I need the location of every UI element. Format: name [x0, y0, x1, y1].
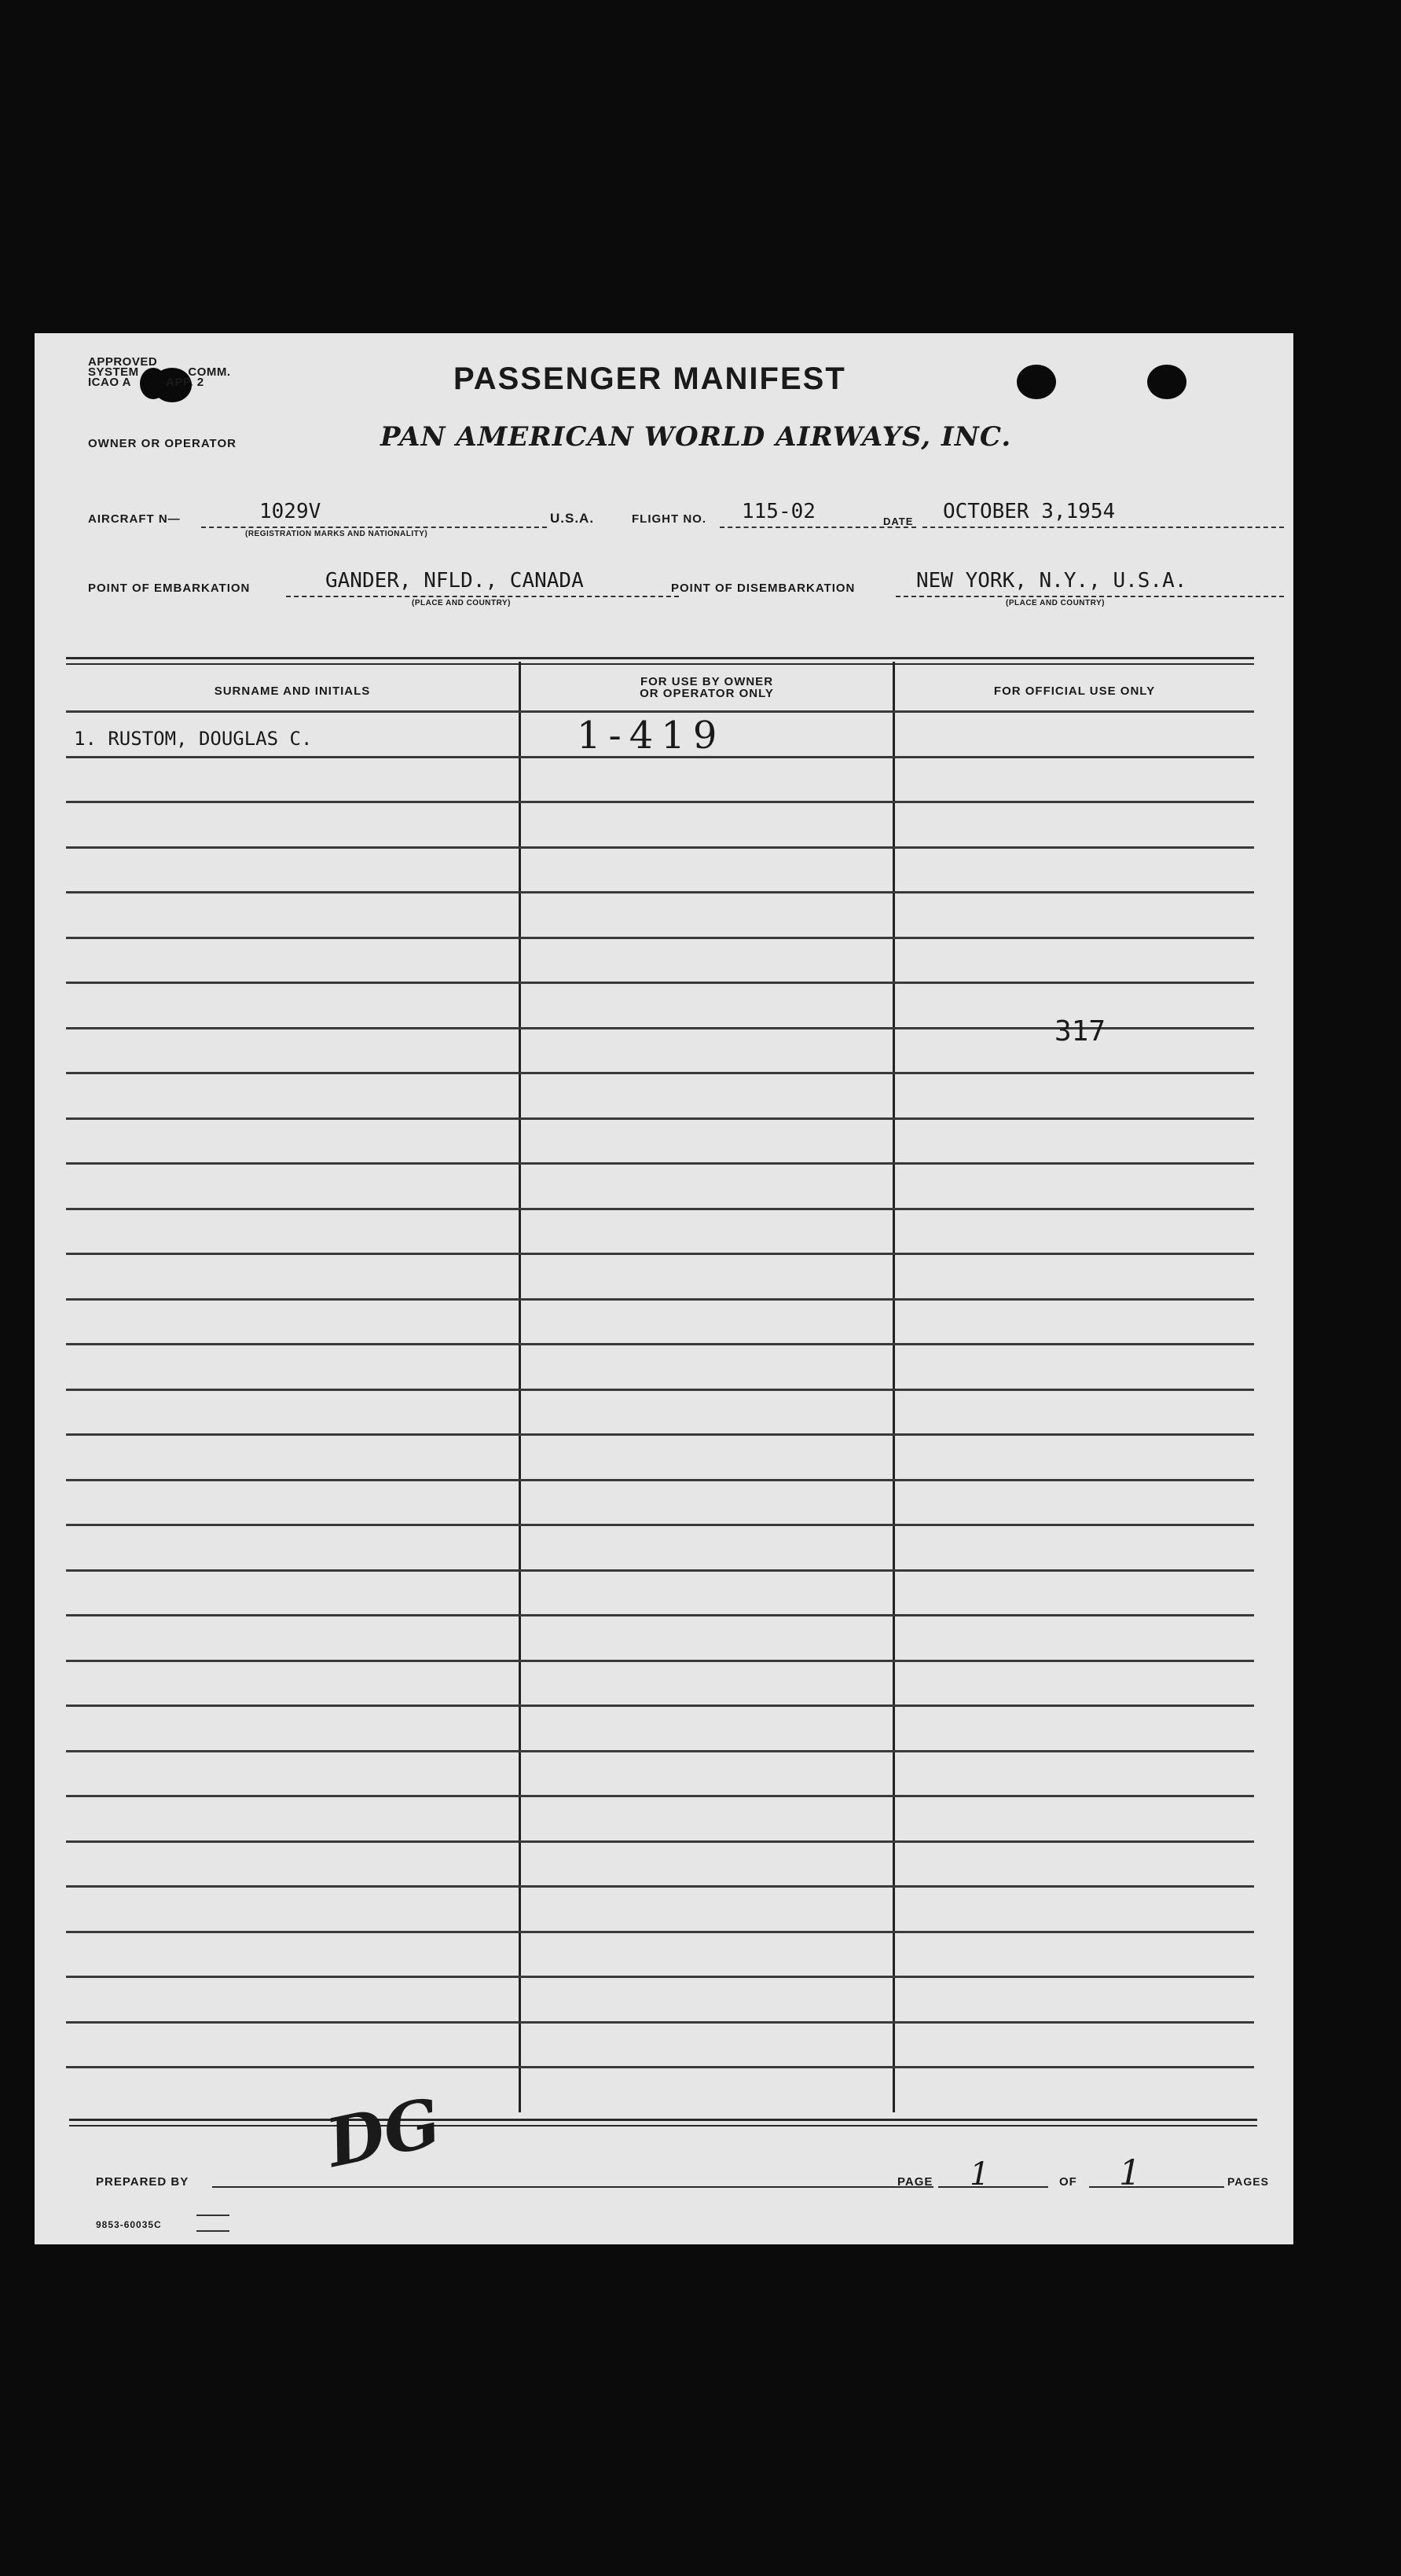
table-row-line — [66, 982, 1254, 984]
table-row-line — [66, 1162, 1254, 1165]
table-row-line — [66, 1479, 1254, 1481]
table-row-line — [66, 1704, 1254, 1707]
embarkation-value: GANDER, NFLD., CANADA — [325, 569, 584, 593]
aircraft-value: 1029V — [259, 500, 321, 523]
table-row-line — [66, 891, 1254, 894]
prepared-by-label: PREPARED BY — [96, 2175, 189, 2189]
table-row-line — [66, 1614, 1254, 1616]
passenger-name: 1. RUSTOM, DOUGLAS C. — [74, 728, 313, 750]
date-label: DATE — [883, 516, 914, 527]
page-value: 1 — [970, 2156, 990, 2193]
table-row-line — [66, 2066, 1254, 2068]
form-code: 9853-60035C — [96, 2219, 162, 2230]
page-label: PAGE — [897, 2175, 933, 2189]
owner-use-value: 1-419 — [577, 714, 725, 758]
table-row-line — [66, 1976, 1254, 1978]
table-row-line — [66, 1298, 1254, 1301]
table-row-line — [66, 1885, 1254, 1888]
of-value: 1 — [1119, 2153, 1141, 2193]
table-row-line — [66, 1524, 1254, 1526]
table-row-line — [66, 1795, 1254, 1797]
embarkation-caption: (PLACE AND COUNTRY) — [412, 599, 511, 607]
column-divider — [893, 662, 895, 2112]
approved-line: APPROVED — [88, 355, 158, 369]
owner-label: OWNER OR OPERATOR — [88, 437, 237, 450]
date-value: OCTOBER 3,1954 — [943, 500, 1116, 523]
table-row-line — [66, 1343, 1254, 1345]
table-row-line — [66, 1072, 1254, 1074]
table-row-line — [66, 1931, 1254, 1933]
disembarkation-value: NEW YORK, N.Y., U.S.A. — [916, 569, 1187, 593]
approved-line: ICAO A APP. 2 — [88, 376, 204, 389]
table-row-line — [66, 801, 1254, 803]
owner-value: PAN AMERICAN WORLD AIRWAYS, INC. — [380, 421, 1012, 453]
column-divider — [519, 662, 521, 2112]
table-row-line — [66, 2021, 1254, 2024]
punch-hole-icon — [1017, 365, 1056, 399]
table-row-line — [66, 1750, 1254, 1752]
usa-label: U.S.A. — [550, 511, 595, 526]
approved-line: SYSTEM COMM. — [88, 365, 231, 379]
printer-seal-icon — [196, 2215, 229, 2232]
manifest-form — [35, 333, 1293, 2244]
column-header-official: FOR OFFICIAL USE ONLY — [993, 684, 1156, 698]
flight-label: FLIGHT NO. — [632, 512, 706, 526]
approval-block — [88, 357, 231, 387]
table-row-line — [66, 937, 1254, 939]
pages-label: PAGES — [1227, 2175, 1269, 2188]
disembarkation-label: POINT OF DISEMBARKATION — [671, 582, 856, 595]
table-row-line — [66, 846, 1254, 849]
prepared-signature: DG — [320, 2082, 448, 2182]
of-label: OF — [1059, 2175, 1077, 2189]
table-row-line — [66, 1208, 1254, 1210]
table-row-line — [66, 710, 1254, 713]
embarkation-label: POINT OF EMBARKATION — [88, 582, 251, 595]
column-header-owner-use: FOR USE BY OWNER OR OPERATOR ONLY — [640, 675, 774, 700]
table-row-line — [66, 1117, 1254, 1120]
registration-caption: (REGISTRATION MARKS AND NATIONALITY) — [245, 530, 428, 538]
table-row-line — [66, 1389, 1254, 1391]
column-header-surname: SURNAME AND INITIALS — [214, 684, 371, 698]
flight-value: 115-02 — [742, 500, 816, 523]
table-row-line — [66, 1433, 1254, 1436]
table-row-line — [66, 1569, 1254, 1572]
table-row-line — [66, 1840, 1254, 1843]
aircraft-label: AIRCRAFT N— — [88, 512, 181, 526]
official-stamp: 317 — [1054, 1015, 1106, 1048]
punch-hole-icon — [1147, 365, 1186, 399]
table-row-line — [66, 1253, 1254, 1255]
table-row-line — [66, 1660, 1254, 1662]
form-title: PASSENGER MANIFEST — [453, 361, 846, 396]
disembarkation-caption: (PLACE AND COUNTRY) — [1006, 599, 1105, 607]
